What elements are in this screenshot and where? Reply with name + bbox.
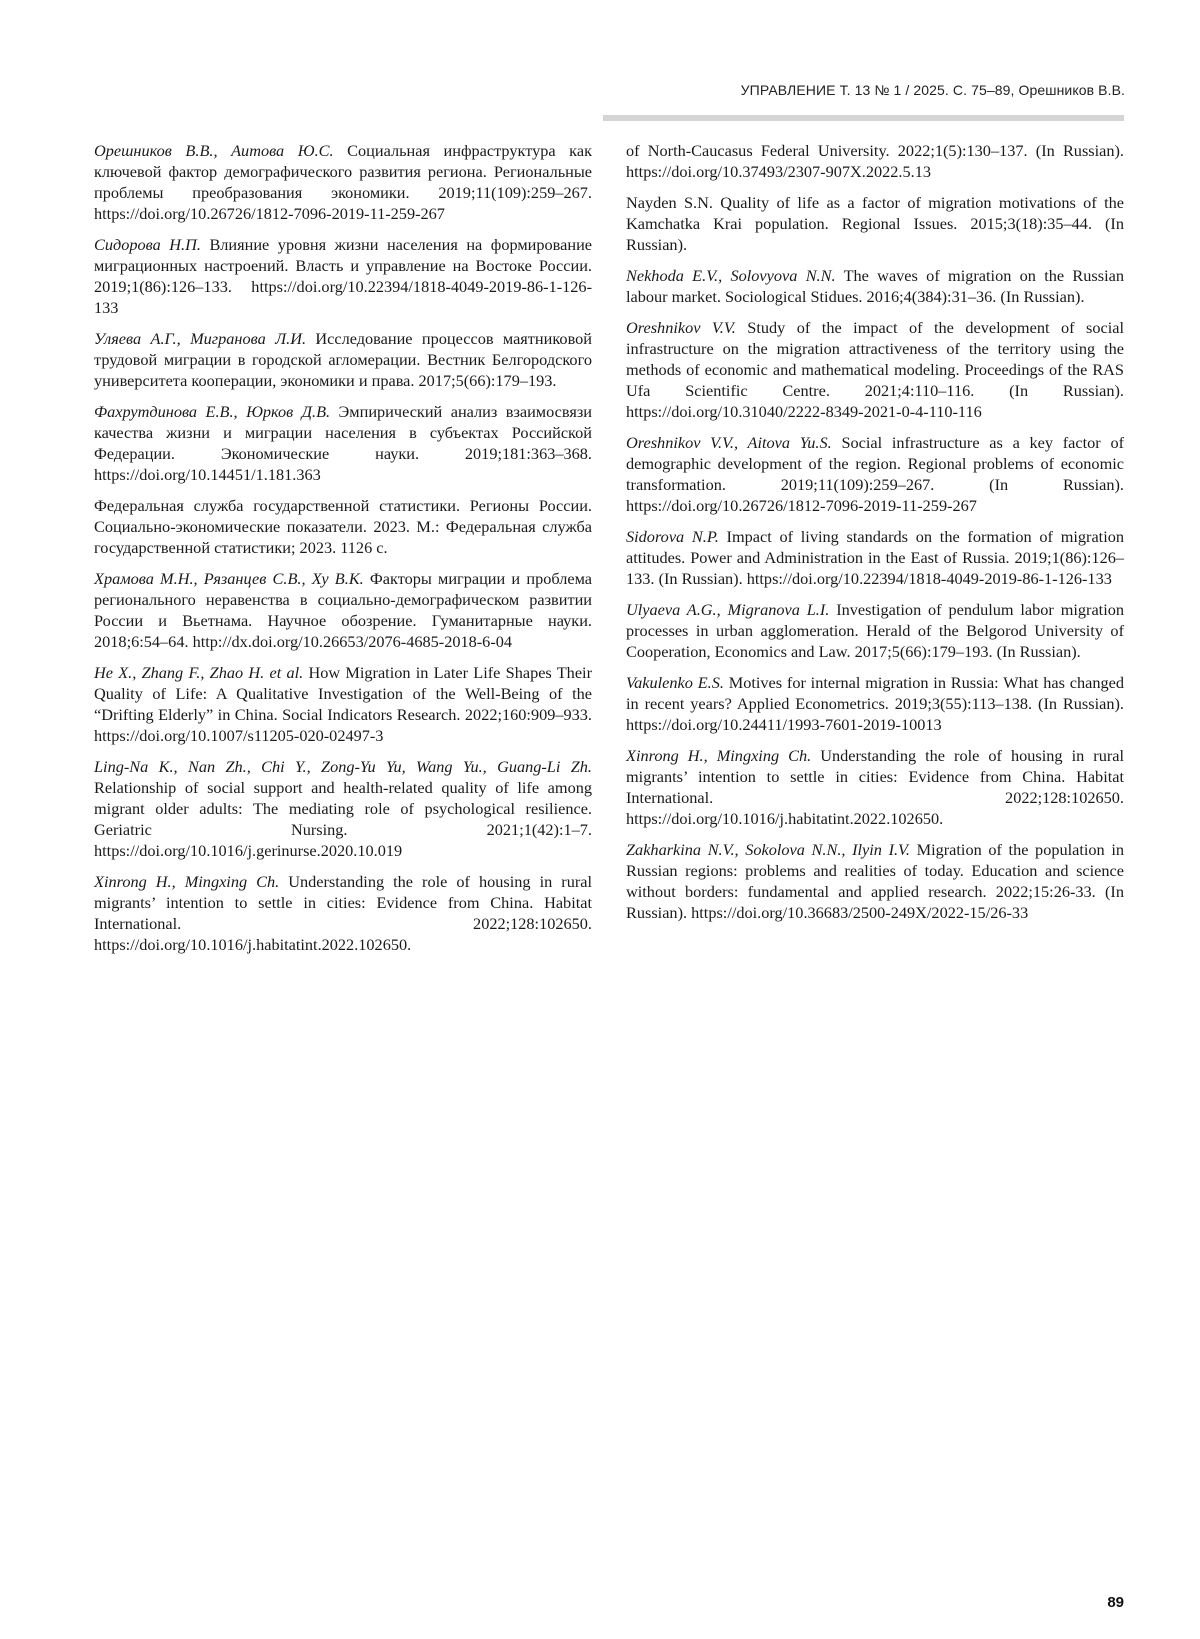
reference-entry — [626, 265, 1124, 307]
reference-entry — [626, 745, 1124, 829]
reference-text: Social infrastructure as a key factor of demographic development of the region. Regional problems of economic transformation. 2019;11(109):259–267. (In Russian). https://doi.org/10.26726/1812-7096-2019-11-259-267 — [626, 433, 1125, 515]
reference-text: Влияние уровня жизни населения на формирование миграционных настроений. Власть и управление на Востоке России. 2019;1(86):126–133. https://doi.org/10.22394/1818-4049-2019-86-1-126-133 — [94, 235, 593, 317]
reference-text: Study of the impact of the development of social infrastructure on the migration attractiveness of the territory using the methods of economic and mathematical modeling. Proceedings of the RAS Ufa Scientific Centre. 2021;4:110–116. (In Russian). https://doi.org/10.31040/2222-8349-2021-0-4-110-116 — [626, 318, 1124, 421]
reference-text: The waves of migration on the Russian labour market. Sociological Stidues. 2016;4(384):31–36. (In Russian). — [626, 266, 1124, 306]
reference-entry — [626, 599, 1124, 662]
reference-text: Факторы миграции и проблема регионального неравенства в социально-демографическом развитии России и Вьетнама. Научное обозрение. Гуманитарные науки. 2018;6:54–64. http://dx.doi.org/10.26653/2076-4685-2018-6-04 — [94, 569, 592, 651]
reference-authors: Oreshnikov V.V., Aitova Yu.S. — [626, 433, 832, 452]
reference-authors: Орешников В.В., Аитова Ю.С. — [94, 141, 334, 160]
reference-entry — [626, 140, 1124, 182]
reference-authors: Oreshnikov V.V. — [626, 318, 736, 337]
references-left-column — [94, 140, 592, 965]
reference-authors: Nekhoda E.V., Solovyova N.N. — [626, 266, 836, 285]
reference-authors: Ulyaeva A.G., Migranova L.I. — [626, 600, 830, 619]
reference-entry — [626, 317, 1124, 422]
reference-authors: Уляева А.Г., Мигранова Л.И. — [94, 329, 307, 348]
reference-entry — [626, 526, 1124, 589]
page-number: 89 — [1107, 1594, 1124, 1611]
reference-entry — [94, 756, 592, 861]
reference-authors: Храмова М.Н., Рязанцев С.В., Ху В.К. — [94, 569, 364, 588]
reference-text: Nayden S.N. Quality of life as a factor of migration motivations of the Kamchatka Krai population. Regional Issues. 2015;3(18):35–44. (In Russian). — [626, 193, 1124, 254]
reference-text: Impact of living standards on the formation of migration attitudes. Power and Administration in the East of Russia. 2019;1(86):126–133. (In Russian). https://doi.org/10.22394/1818-4049-2019-86-1-126-133 — [626, 527, 1124, 588]
reference-entry — [94, 568, 592, 652]
reference-entry — [94, 140, 592, 224]
references-right-column — [626, 140, 1124, 933]
reference-text: Understanding the role of housing in rural migrants’ intention to settle in cities: Evidence from China. Habitat International. 2022;128:102650. https://doi.org/10.1016/j.habitatint.2022.102650. — [626, 746, 1125, 828]
reference-text: Социальная инфраструктура как ключевой фактор демографического развития региона. Региональные проблемы преобразования экономики. 2019;11(109):259–267. https://doi.org/10.26726/1812-7096-2019-11-259-267 — [94, 141, 592, 223]
reference-text: Эмпирический анализ взаимосвязи качества жизни и миграции населения в субъектах Российской Федерации. Экономические науки. 2019;181:363–368. https://doi.org/10.14451/1.181.363 — [94, 402, 592, 484]
reference-text: Understanding the role of housing in rural migrants’ intention to settle in cities: Evidence from China. Habitat International. 2022;128:102650. https://doi.org/10.1016/j.habitatint.2022.102650. — [94, 872, 593, 954]
reference-authors: Vakulenko E.S. — [626, 673, 724, 692]
reference-text: Исследование процессов маятниковой трудовой миграции в городской агломерации. Вестник Белгородского университета кооперации, экономики и права. 2017;5(66):179–193. — [94, 329, 592, 390]
reference-authors: He X., Zhang F., Zhao H. et al. — [94, 663, 304, 682]
reference-entry — [626, 839, 1124, 923]
reference-text: of North-Caucasus Federal University. 2022;1(5):130–137. (In Russian). https://doi.org/10.37493/2307-907X.2022.5.13 — [626, 141, 1124, 181]
reference-authors: Сидорова Н.П. — [94, 235, 201, 254]
reference-authors: Zakharkina N.V., Sokolova N.N., Ilyin I.V. — [626, 840, 910, 859]
reference-entry — [626, 672, 1124, 735]
reference-entry — [94, 328, 592, 391]
running-header: УПРАВЛЕНИЕ Т. 13 № 1 / 2025. С. 75–89, Орешников В.В. — [740, 82, 1125, 98]
reference-entry — [94, 871, 592, 955]
reference-text: Migration of the population in Russian regions: problems and realities of today. Education and science without borders: fundamental and applied research. 2022;15:26-33. (In Russian). https://doi.org/10.36683/2500-249X/2022-15/26-33 — [626, 840, 1124, 922]
reference-entry — [94, 662, 592, 746]
reference-entry — [94, 234, 592, 318]
header-rule — [603, 115, 1124, 121]
reference-entry — [94, 495, 592, 558]
reference-authors: Ling-Na K., Nan Zh., Chi Y., Zong-Yu Yu, Wang Yu., Guang-Li Zh. — [94, 757, 592, 776]
reference-entry — [626, 432, 1124, 516]
reference-text: Федеральная служба государственной статистики. Регионы России. Социально-экономические показатели. 2023. М.: Федеральная служба государственной статистики; 2023. 1126 с. — [94, 496, 592, 557]
reference-authors: Sidorova N.P. — [626, 527, 719, 546]
reference-authors: Xinrong H., Mingxing Ch. — [626, 746, 812, 765]
reference-text: Investigation of pendulum labor migration processes in urban agglomeration. Herald of the Belgorod University of Cooperation, Economics and Law. 2017;5(66):179–193. (In Russian). — [626, 600, 1125, 661]
reference-entry — [94, 401, 592, 485]
reference-entry — [626, 192, 1124, 255]
reference-authors: Фахрутдинова Е.В., Юрков Д.В. — [94, 402, 331, 421]
reference-text: Motives for internal migration in Russia: What has changed in recent years? Applied Econometrics. 2019;3(55):113–138. (In Russian). https://doi.org/10.24411/1993-7601-2019-10013 — [626, 673, 1124, 734]
reference-text: How Migration in Later Life Shapes Their Quality of Life: A Qualitative Investigation of the Well-Being of the “Drifting Elderly” in China. Social Indicators Research. 2022;160:909–933. https://doi.org/10.1007/s11205-020-02497-3 — [94, 663, 592, 745]
reference-text: Relationship of social support and health-related quality of life among migrant older adults: The mediating role of psychological resilience. Geriatric Nursing. 2021;1(42):1–7. https://doi.org/10.1016/j.gerinurse.2020.10.019 — [94, 778, 592, 860]
reference-authors: Xinrong H., Mingxing Ch. — [94, 872, 280, 891]
